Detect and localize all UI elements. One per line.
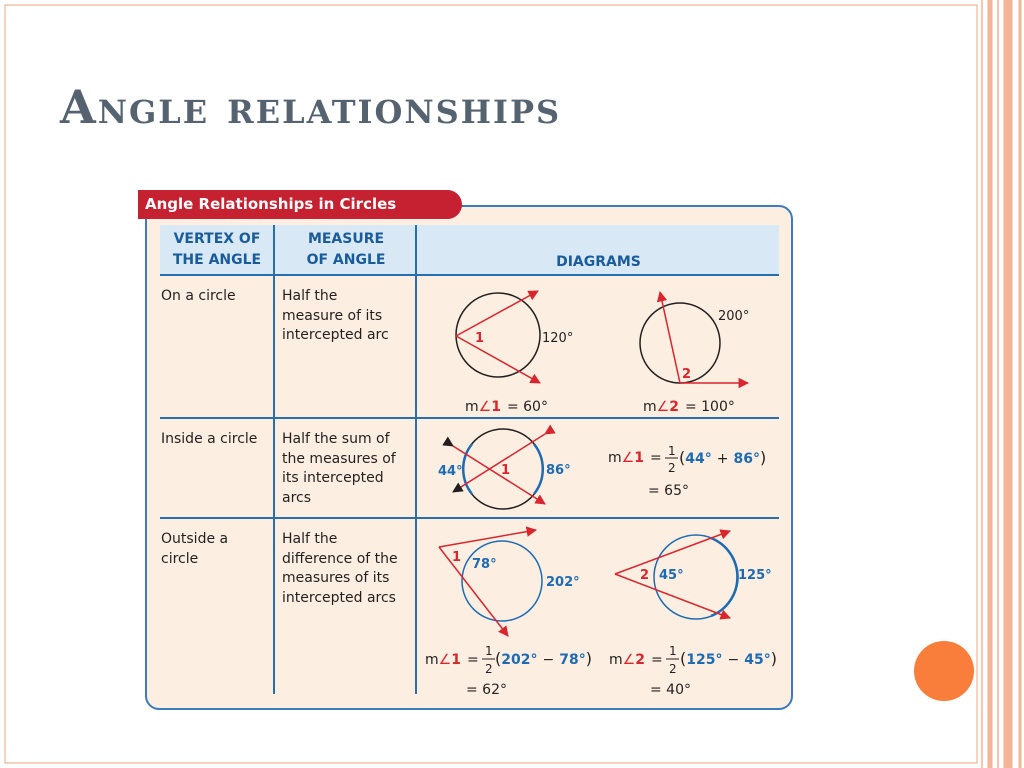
row3-diagram1-arc-large-label: 202° [546,575,580,590]
row2-vertex: Inside a circle [161,431,258,447]
row3-diagram2-arc-large-label: 125° [738,568,772,583]
row1-diagram1-equation: m∠1 = 60° [465,399,548,415]
row1-diagram2-arc-label: 200° [718,309,750,324]
row3-formula1-lhs: m∠1 = [425,652,479,668]
row1-measure: Half the measure of its intercepted arc [282,288,389,343]
row3-formula1-denominator: 2 [485,662,493,676]
header-vertex: VERTEX OF THE ANGLE [172,231,262,268]
row3-formula1-numerator: 1 [485,644,493,658]
row1-diagram2-chord [660,292,680,383]
row1-vertex: On a circle [161,288,236,304]
row1-diagram1-circle [456,293,540,377]
row3-diagram1 [439,530,580,636]
row2-formula-numerator: 1 [668,444,676,458]
table-banner: Angle Relationships in Circles [138,190,462,219]
row2-diagram-arc-right-label: 86° [546,463,571,478]
row2-diagram-arc-right [534,444,543,494]
header-diagrams: DIAGRAMS [556,254,641,270]
row1-diagram1 [456,291,573,383]
row2-diagram-arc-left-label: 44° [438,464,463,479]
row3-diagram1-circle [462,541,542,621]
row2-diagram-angle-label: 1 [501,463,511,478]
row2-formula-result: = 65° [648,483,689,499]
row3-formula1 [425,644,592,698]
row2-diagram-arc-left [463,444,472,494]
row3-measure: Half the difference of the measures of its intercepted arcs [282,531,398,606]
row2-diagram-chord-a [453,434,545,492]
row1-diagram2-circle [640,303,720,383]
row2-formula [608,444,766,499]
row2-formula-rhs: (44° + 86°) [679,448,767,467]
row1-diagram1-ray-top [456,291,538,336]
header-measure: MEASURE OF ANGLE [306,231,386,268]
slide-title: Angle relationships [60,80,562,134]
row3-diagram2 [615,531,772,619]
row3-diagram1-angle-label: 1 [452,550,462,565]
row3-diagram2-angle-label: 2 [640,568,650,583]
row3-formula2-numerator: 1 [669,644,677,658]
row3-diagram2-arc-small-label: 45° [659,568,684,583]
row3-formula2-rhs: (125° − 45°) [680,649,777,668]
row3-diagram1-arc-small-label: 78° [472,557,497,572]
row3-vertex: Outside a circle [161,531,229,567]
row2-formula-lhs: m∠1 = [608,450,662,466]
row3-formula1-rhs: (202° − 78°) [495,649,592,668]
row1-diagram1-arc-label: 120° [542,331,574,346]
row3-formula2-denominator: 2 [669,662,677,676]
row3-diagram2-arc-far [711,538,737,616]
row2-measure: Half the sum of the measures of its intercepted arcs [282,431,396,506]
row3-formula2 [609,644,777,698]
row1-diagram1-angle-label: 1 [475,331,485,346]
row2-formula-denominator: 2 [668,461,676,475]
row2-diagram-chord-b [453,446,545,504]
row2-diagram [438,429,571,509]
row1-diagram1-ray-bottom [456,336,540,383]
row3-formula1-result: = 62° [466,682,507,698]
row1-diagram2 [640,292,749,383]
row3-formula2-lhs: m∠2 = [609,652,663,668]
row3-formula2-result: = 40° [650,682,691,698]
row1-diagram2-equation: m∠2 = 100° [643,399,735,415]
row1-diagram2-angle-label: 2 [682,367,692,382]
